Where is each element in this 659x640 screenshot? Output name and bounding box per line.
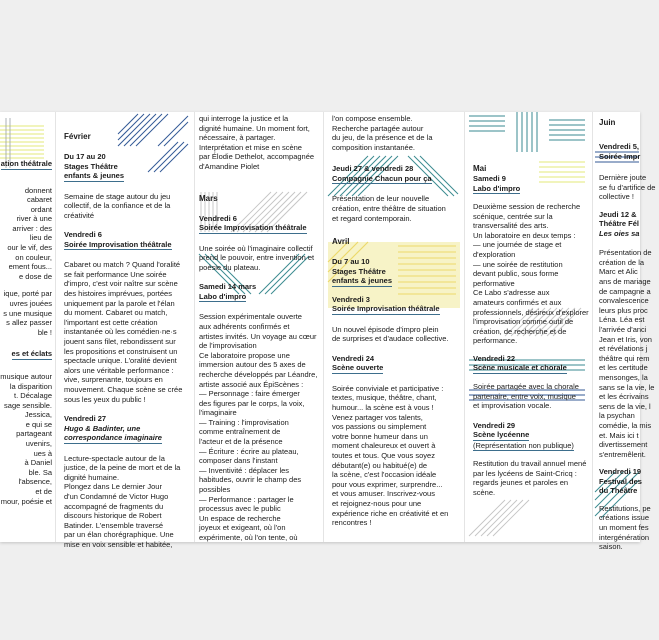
body-line: ble ! xyxy=(37,327,52,337)
event-title: Stages Théâtre xyxy=(332,266,386,276)
body-line: Marc et Alic xyxy=(599,267,638,277)
event-description: Cabaret ou match ? Quand l'oralité se fait performance Une soirée d'impro, c'est voir naître sur scène des histoires imprévues, portées uniquement par la parole et l'élan du moment. Cabaret ou match, l'important est cette création instantanée où les comédien·ne·s jouent sans filet, rebondissent sur les propositions et construisent un spectacle unique. L'oralité devient alors une véritable performance : vive, surprenante, toujours en mouvement. Chaque scène se crée sous les yeux du public ! xyxy=(64,260,183,404)
body-line: donnent xyxy=(24,185,52,195)
body-line: et révélations j xyxy=(599,344,648,354)
body-line: leurs plus proc xyxy=(599,305,648,315)
event-title: Hugo & Badinter, une xyxy=(64,423,141,433)
body-line: sage sensible. xyxy=(4,400,52,410)
event-title: Festival des xyxy=(599,476,642,486)
event-date: Vendredi 3 xyxy=(332,294,370,304)
body-line: l'absence, xyxy=(18,477,52,487)
body-line: e dose de xyxy=(19,271,52,281)
event-title: Scène musicale et chorale xyxy=(473,363,567,373)
body-line: mensonges, la xyxy=(599,373,648,382)
event-date: Vendredi 19 xyxy=(599,467,642,477)
month-heading: Avril xyxy=(332,237,350,247)
body-line: river à une xyxy=(16,214,52,224)
body-line: et de xyxy=(35,487,52,497)
event-description: Semaine de stage autour du jeu collectif, de la confiance et de la créativité xyxy=(64,191,171,220)
body-line: créations issue xyxy=(599,513,650,523)
body-line: comédie, la mis xyxy=(599,420,652,430)
body-line: uvenirs, xyxy=(25,439,52,449)
event-date: Samedi 14 mars xyxy=(199,282,257,292)
event-title: Labo d'impro xyxy=(473,183,521,193)
body-line: Dernière joute xyxy=(599,173,647,182)
body-line: Léna. Léa est xyxy=(599,315,645,325)
body-line: se fu d'artifice de xyxy=(599,182,656,192)
event-subtitle: enfants & jeunes xyxy=(64,171,125,180)
event-title: du Théâtre xyxy=(599,486,638,496)
body-line: Restitutions, pe xyxy=(599,503,651,513)
body-line: la psychan xyxy=(599,411,635,421)
month-heading: Mars xyxy=(199,193,218,203)
body-line: s une musique xyxy=(3,308,52,318)
body-line: s allez passer xyxy=(6,318,52,328)
event-date: Vendredi 6 xyxy=(64,230,102,240)
event-title: Scène lycéenne xyxy=(473,430,530,440)
body-line: on couleur, xyxy=(15,252,52,262)
body-line: our le vif, des xyxy=(7,243,52,253)
event-date: Vendredi 29 xyxy=(473,420,516,430)
body-line: intergénération xyxy=(599,532,650,542)
body-line: l'arrivée d'anci xyxy=(599,325,647,335)
event-description: Une soirée où l'imaginaire collectif prend le pouvoir, entre invention et poésie du plateau. xyxy=(199,243,315,272)
body-line: e qui se xyxy=(25,419,52,429)
event-title: Soirée Impr xyxy=(599,151,641,161)
event-title: Théâtre Fél xyxy=(599,219,640,229)
event-description: l'on compose ensemble. Recherche partagée autour du jeu, de la présence et de la composition instantanée. xyxy=(332,114,433,152)
body-line: et. Mais ici t xyxy=(599,430,639,440)
event-description: Lecture-spectacle autour de la justice, de la peine de mort et de la dignité humaine. Plongez dans Le dernier Jour d'un Condamné de Victor Hugo accompagné de fragments du discours historique de Robert Batinder. L'ensemble traversé par un élan chorégraphique. Une mise en voix sensible et habitée, xyxy=(64,453,181,550)
event-description: qui interroge la justice et la dignité humaine. Un moment fort, nécessaire, à partager. Interprétation et mise en scène par Élodie Dethelot, accompagnée d'Amandine Piolet xyxy=(199,114,315,171)
event-date: Samedi 9 xyxy=(473,174,506,183)
event-title: Labo d'impro xyxy=(199,291,247,301)
event-date: Vendredi 27 xyxy=(64,414,107,424)
event-date: Vendredi 22 xyxy=(473,353,516,363)
body-line: Présentation de xyxy=(599,248,652,258)
body-line: collective ! xyxy=(599,192,635,202)
month-heading: Février xyxy=(64,132,91,141)
body-line: la disparition xyxy=(9,381,52,391)
column-june xyxy=(593,112,656,552)
month-heading: Mai xyxy=(473,164,487,173)
column-april xyxy=(324,112,464,542)
body-line: arriver : des xyxy=(12,223,52,233)
body-line: mour, poésie et xyxy=(0,496,52,506)
event-date: Vendredi 5, xyxy=(599,142,640,151)
event-description: Présentation de leur nouvelle création, entre théâtre de situation et regard contemporain. xyxy=(332,194,446,223)
month-heading: Juin xyxy=(599,118,616,127)
body-line: ues à xyxy=(33,448,52,458)
column-may xyxy=(465,112,592,542)
body-line: Jessica, xyxy=(24,410,52,420)
body-line: ement fous... xyxy=(8,262,52,272)
body-line: convalescence xyxy=(599,296,649,306)
event-description: Deuxième session de recherche scénique, centrée sur la transversalité des arts. Un laboratoire en deux temps : — une journée de stage et d'exploration — une soirée de restitution devant public, sous forme performative Ce Labo s'adresse aux amateurs confirmés et aux professionnels, désireux d'explorer l'improvisation comme outil de création, de recherche et de performance. xyxy=(473,202,589,346)
event-description: Soirée conviviale et participative : textes, musique, théâtre, chant, humour... la scène est à vous ! Venez partager vos talents, vos passions ou simplement votre bonne humeur dans un moment chaleureux et ouvert à toutes et tous. Que vous soyez débutant(e) ou habitué(e) de la scène, c'est l'occasion idéale pour vous exprimer, surprendre... et vous amuser. Inscrivez-vous et rejoignez-nous pour une expérience riche en créativité et en rencontres ! xyxy=(332,383,449,528)
body-line: un moment fes xyxy=(599,523,649,533)
body-line: à Daniel xyxy=(24,458,52,468)
event-description: Restitution du travail annuel mené par les lycéens de Saint-Cricq : regards jeunes et paroles en scène. xyxy=(473,459,587,497)
body-line: saison. xyxy=(599,542,623,552)
event-subtitle: (Représentation non publique) xyxy=(473,440,574,450)
event-title: Scène ouverte xyxy=(332,363,384,373)
event-title: correspondance imaginaire xyxy=(64,433,162,443)
event-date: Du 7 au 10 xyxy=(332,257,370,267)
event-title: Compagnie Chacun pour ça xyxy=(332,173,432,183)
event-title-improvisation: ation théâtrale xyxy=(0,159,52,168)
body-line: et les écrivains xyxy=(599,392,649,402)
event-subtitle: enfants & jeunes xyxy=(332,276,393,286)
body-line: théâtre qui rem xyxy=(599,353,650,363)
event-title-tempetes: es et éclats xyxy=(11,349,52,359)
event-date: Vendredi 24 xyxy=(332,353,375,363)
event-description: Session expérimentale ouverte aux adhérents confirmés et artistes invités. Un voyage au cœur de l'improvisation Ce laboratoire propose une immersion autour des 5 axes de recherche développés par Léandre, artiste associé aux ÉpiScènes : — Personnage : faire émerger des figures par le corps, la voix, l'imaginaire — Training : l'improvisation comme entraînement de l'acteur et de la présence — Écriture : écrire au plateau, composer dans l'instant — Inventivité : déplacer les habitudes, ouvrir le champ des possibles — Performance : partager le processus avec le public Un espace de recherche joyeux et exigeant, où l'on expérimente, où l'on tente, où xyxy=(199,312,318,542)
event-date: Jeudi 12 & xyxy=(599,209,637,219)
body-line: de campagne a xyxy=(599,286,651,296)
body-line: sens de la vie, l xyxy=(599,401,651,411)
event-description: Soirée partagée avec la chorale partenaire, entre voix, musique et improvisation vocale. xyxy=(473,381,579,411)
event-title: Soirée Improvisation théâtrale xyxy=(199,223,307,233)
column-february xyxy=(56,112,194,550)
event-title: Soirée Improvisation théâtrale xyxy=(64,239,172,249)
program-sheet xyxy=(0,112,656,552)
body-line: et les certitude xyxy=(599,363,648,373)
body-line: création de la xyxy=(599,257,645,267)
body-line: ique, porté par xyxy=(3,289,52,299)
column-march xyxy=(195,112,323,542)
body-line: divertissement xyxy=(599,440,648,450)
event-date: Du 17 au 20 xyxy=(64,152,106,161)
body-line: cabaret xyxy=(26,195,52,205)
body-line: ordant xyxy=(30,204,52,214)
body-line: sans se la vie, le xyxy=(599,382,655,392)
event-date: Vendredi 6 xyxy=(199,213,237,223)
event-title: Soirée Improvisation théâtrale xyxy=(332,304,440,314)
column-january xyxy=(0,112,54,542)
body-line: musique autour xyxy=(0,371,52,381)
body-line: lieu de xyxy=(29,233,52,243)
body-line: s'entremêlent. xyxy=(599,449,646,459)
event-description: Un nouvel épisode d'impro plein de surprises et d'audace collective. xyxy=(332,324,449,344)
body-line: Jean et Iris, von xyxy=(599,334,652,344)
body-line: t. Décalage xyxy=(14,391,52,401)
body-line: partageant xyxy=(16,429,52,439)
hatched-pattern xyxy=(469,498,587,538)
event-date: Jeudi 27 & vendredi 28 xyxy=(332,164,414,174)
event-title: Stages Théâtre xyxy=(64,161,118,171)
body-line: ble. Sa xyxy=(28,467,52,477)
body-line: uvres jouées xyxy=(9,299,52,309)
body-line: ans de mariage xyxy=(599,277,651,287)
event-title: Les oies sa xyxy=(599,228,640,238)
